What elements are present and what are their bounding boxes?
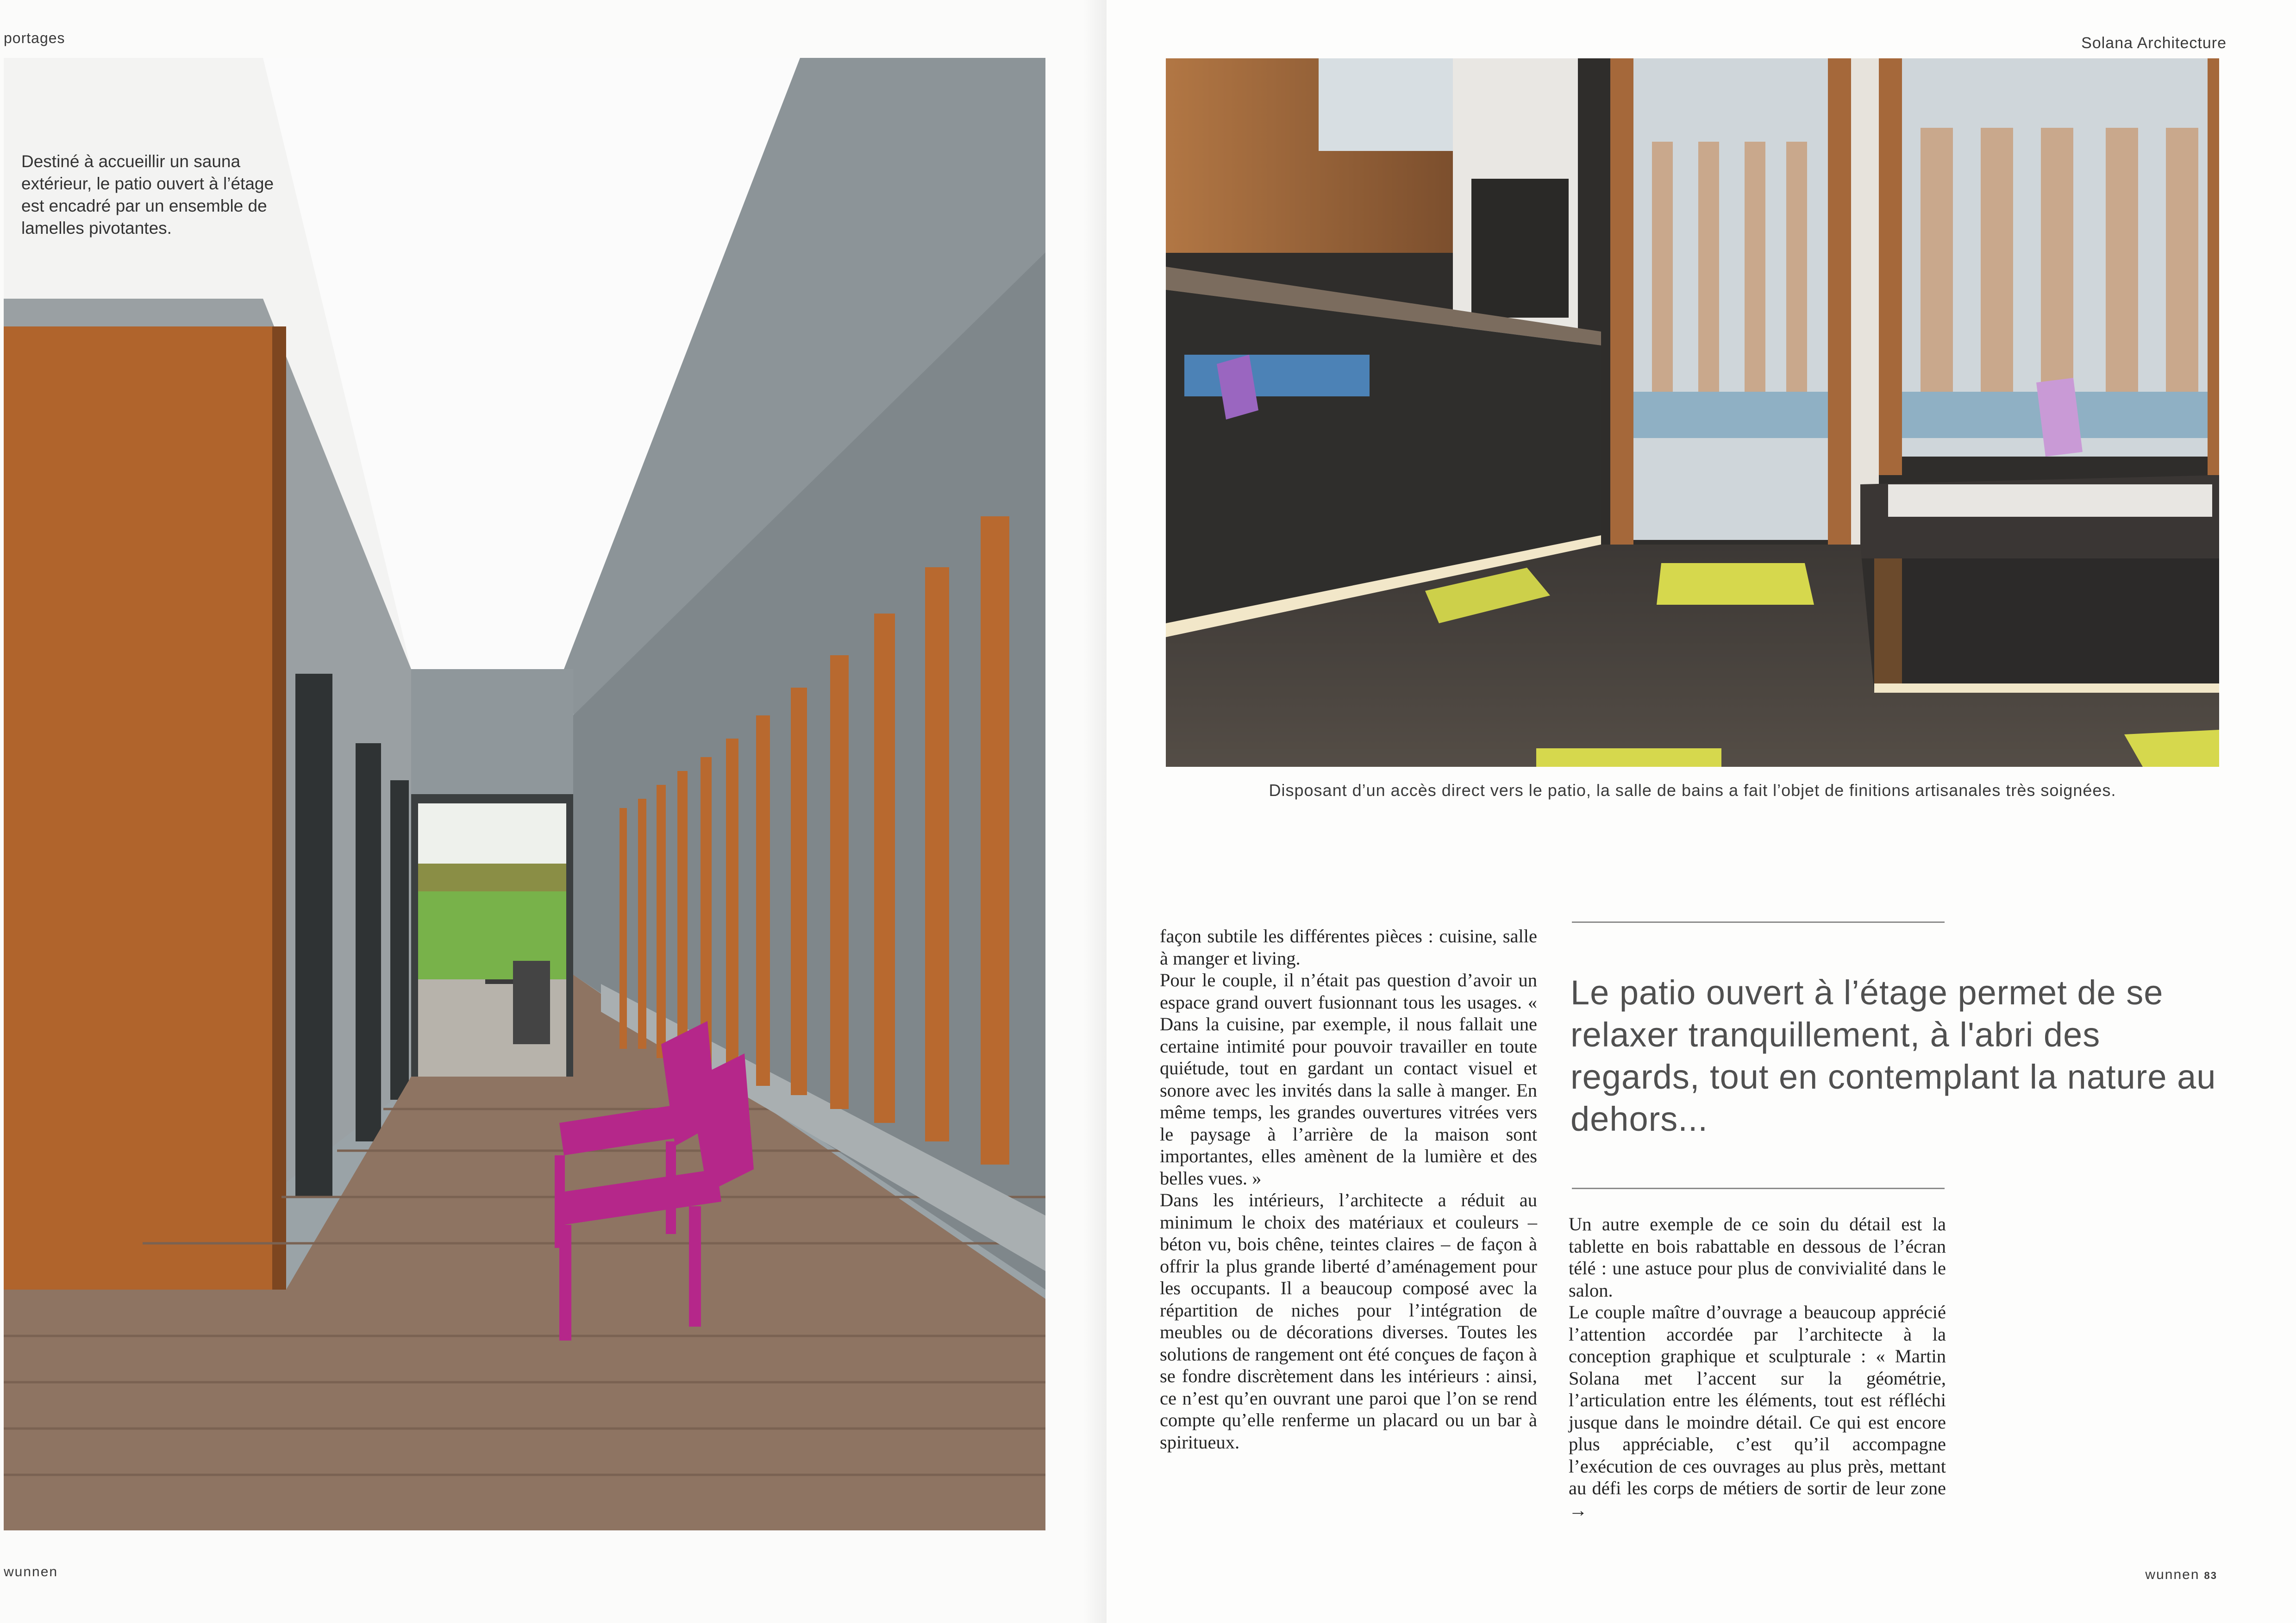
tub-mosaic [1874, 558, 1902, 683]
niche-1 [295, 674, 332, 1197]
wood-cabinet [4, 326, 286, 1290]
doorway-sky [418, 803, 566, 868]
floor-mat-3 [1536, 748, 1721, 767]
column-a-paragraph-2: Pour le couple, il n’était pas question d’avoir un espace grand ouvert fusionnant tous les usages. « Dans la cuisine, par exemple, il nous fallait une certaine intimité pour pouvoir travailler en toute quiétude, tout en gardant un contact visuel et sonore avec les invités dans la salle à manger. En même temps, les grandes ouvertures vitrées vers le paysage à l’arrière de la maison sont importantes, elles amènent de la lumière et des belles vues. » [1160, 970, 1537, 1189]
floor-mat-1 [1657, 563, 1814, 605]
brand-label: Solana Architecture [2081, 34, 2227, 52]
balcony-rail [1633, 392, 1828, 438]
column-a-paragraph-3: Dans les intérieurs, l’architecte a réduit au minimum le choix des matériaux et couleurs – béton vu, bois chêne, teintes claires – de façon à offrir la plus grande liberté d’aménagement pour les occupants. Il a beaucoup composé avec la répartition de niches pour l’intégration de meubles ou de décorations diverses. Toutes les solutions de rangement ont été conçues de façon à se fondre discrètement dans les intérieurs : ainsi, ce n’est qu’en ouvrant une paroi que l’on se rend compte qu’elle renferme un placard ou un bar à spiritueux. [1160, 1190, 1537, 1453]
section-label: portages [4, 30, 65, 46]
window-frame-1 [1610, 58, 1633, 549]
column-b-paragraph-1: Un autre exemple de ce soin du détail est la tablette en bois rabattable en dessous de l’écran télé : une astuce pour plus de convivialité dans le salon. [1569, 1214, 1946, 1301]
tub-base [1874, 558, 2219, 683]
bathroom-photo [1166, 58, 2219, 767]
tub-basin [1888, 484, 2212, 517]
pull-quote-rule-bottom [1572, 1188, 1945, 1189]
bathroom-caption: Disposant d’un accès direct vers le patio, la salle de bains a fait l’objet de finitions artisanales très soignées. [1269, 781, 2116, 800]
cabinet-edge [272, 326, 286, 1290]
pull-quote: Le patio ouvert à l’étage permet de se relaxer tranquillement, à l'abri des regards, tout en contemplant la nature au dehors... [1570, 973, 2216, 1138]
footer-right-label: wunnen [2145, 1567, 2200, 1582]
column-b-paragraph-2: Le couple maître d’ouvrage a beaucoup apprécié l’attention accordée par l’architecte à la conception graphique et sculpturale : « Martin Solana met l’accent sur la géométrie, l’articulation entre les éléments, tout est réfléchi jusque dans le moindre détail. Ce qui est encore plus appréciable, c’est qu’il accompagne l’exécution de ces ouvrages au plus près, mettant au défi les corps de métiers de sortir de leur zone → [1569, 1302, 1946, 1521]
article-column-a [1160, 925, 1537, 1453]
patio-caption: Destiné à accueillir un sauna extérieur, le patio ouvert à l’étage est encadré par un ensemble de lamelles pivotantes. [21, 152, 274, 238]
niche-3 [390, 780, 409, 1100]
window-wall [1851, 58, 1879, 549]
window-frame-3 [1879, 58, 1902, 475]
niche-2 [356, 743, 381, 1141]
window-frame-2 [1828, 58, 1851, 549]
patio-illustration [4, 58, 1045, 1530]
tub-glow [1874, 683, 2219, 693]
pull-quote-rule-top [1572, 921, 1945, 923]
column-a-paragraph-1: façon subtile les différentes pièces : cuisine, salle à manger et living. [1160, 926, 1537, 969]
trees [418, 864, 566, 891]
footer-right [2145, 1567, 2217, 1583]
dark-chair [513, 961, 550, 1044]
tall-cabinet [1471, 179, 1569, 318]
left-page [0, 0, 1107, 1623]
patio-photo [4, 58, 1045, 1530]
bathroom-illustration [1166, 58, 2219, 767]
footer-left-label: wunnen [4, 1564, 58, 1579]
page-number: 83 [2204, 1570, 2217, 1581]
skylight [1319, 58, 1453, 151]
window-reflection [1184, 355, 1370, 396]
article-column-b [1569, 1213, 1946, 1521]
